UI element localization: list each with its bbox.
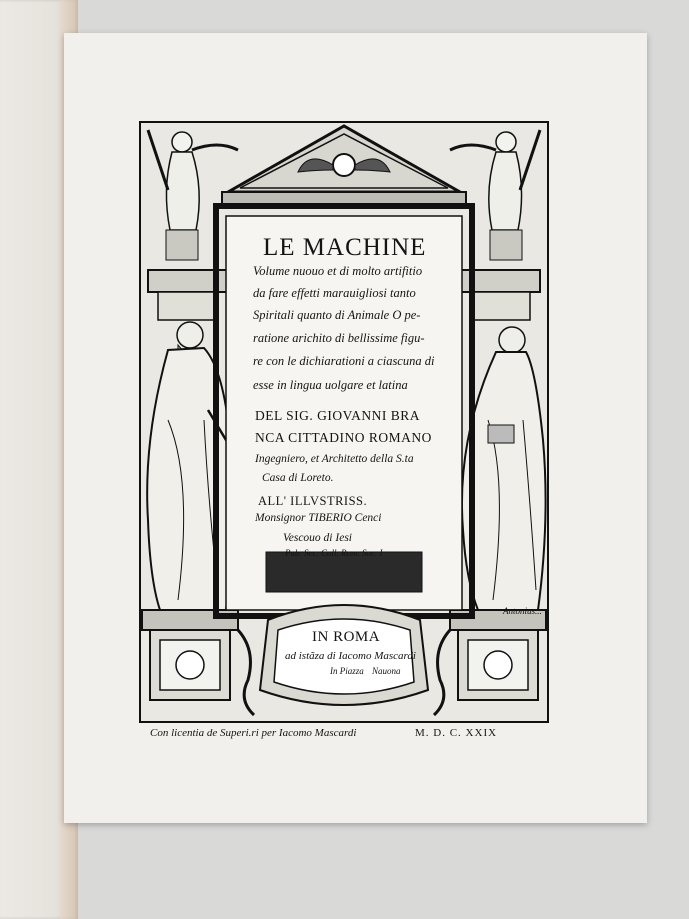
imprint-place-2: Nauona: [372, 666, 401, 676]
dedication-line-4: Pub. Sec. Coll. Rom. Soc. I: [285, 548, 383, 558]
subtitle-line-3: Spiritali quanto di Animale O pe-: [253, 308, 421, 322]
dedication-line-1: ALL' ILLVSTRISS.: [258, 494, 368, 508]
dedication-line-2: Monsignor TIBERIO Cenci: [255, 512, 382, 524]
publication-year: M. D. C. XXIX: [415, 727, 498, 739]
author-line-1: DEL SIG. GIOVANNI BRA: [255, 408, 420, 423]
subtitle-line-4: ratione arichito di bellissime figu-: [253, 331, 425, 345]
author-line-2: NCA CITTADINO ROMANO: [255, 430, 432, 445]
engraver-signature: Antonius...: [503, 606, 542, 616]
license-footer: Con licentia de Superi.ri per Iacomo Mascardi: [150, 727, 357, 739]
imprint-city: IN ROMA: [312, 629, 381, 645]
author-role-line-2: Casa di Loreto.: [262, 472, 334, 484]
author-role-line-1: Ingegniero, et Architetto della S.ta: [255, 453, 414, 465]
dedication-line-3: Vescouo di Iesi: [283, 532, 352, 544]
book-title: LE MACHINE: [263, 234, 427, 261]
subtitle-line-2: da fare effetti marauigliosi tanto: [253, 286, 416, 300]
subtitle-line-1: Volume nuouo et di molto artifitio: [253, 264, 423, 278]
subtitle-line-6: esse in lingua uolgare et latina: [253, 378, 408, 392]
imprint-place-1: In Piazza: [330, 666, 364, 676]
subtitle-line-5: re con le dichiarationi a ciascuna di: [253, 354, 435, 368]
imprint-printer: ad istãza di Iacomo Mascardi: [285, 650, 416, 662]
